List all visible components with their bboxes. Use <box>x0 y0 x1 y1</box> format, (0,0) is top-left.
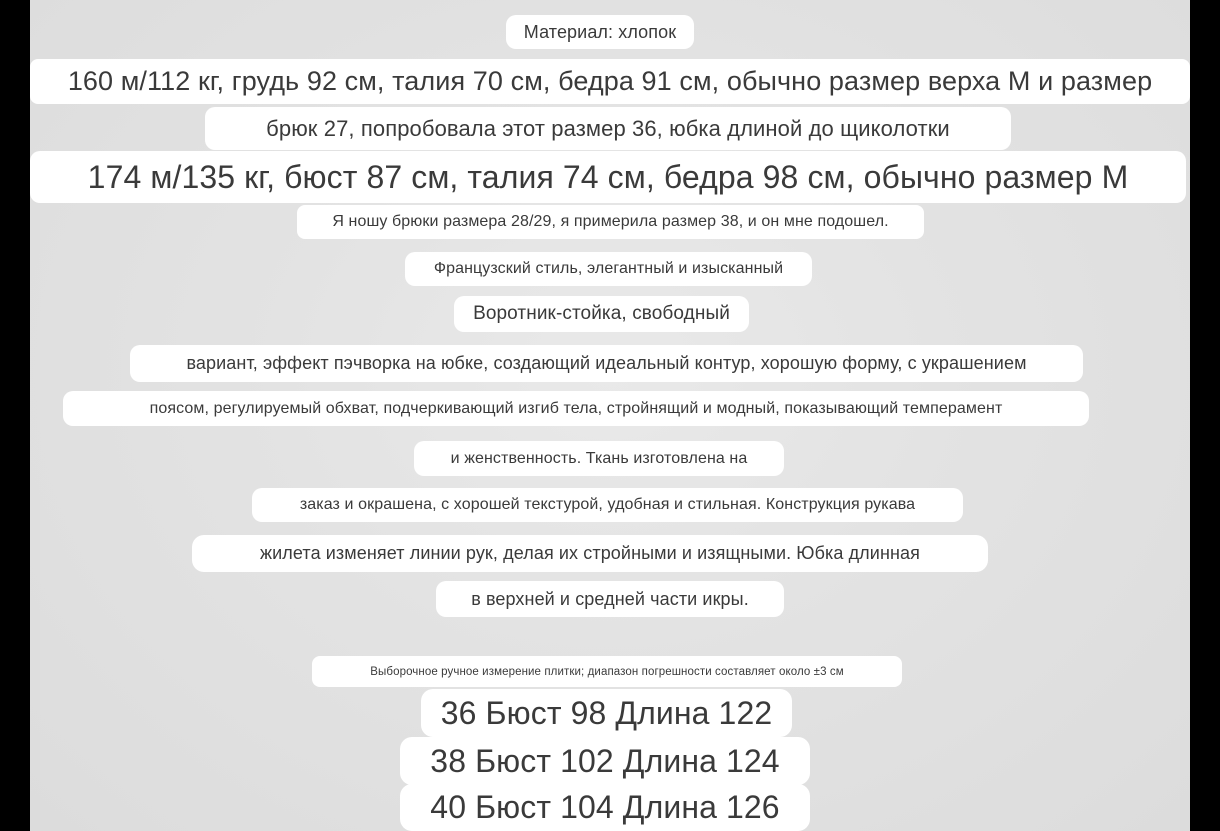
style-label: Французский стиль, элегантный и изысканный <box>405 252 812 286</box>
collar-label: Воротник-стойка, свободный <box>454 296 749 332</box>
description-line-6: в верхней и средней части икры. <box>436 581 784 617</box>
description-line-5: жилета изменяет линии рук, делая их стройными и изящными. Юбка длинная <box>192 535 988 572</box>
description-line-4: заказ и окрашена, с хорошей текстурой, удобная и стильная. Конструкция рукава <box>252 488 963 522</box>
model-1-measurements-line-2: брюк 27, попробовала этот размер 36, юбка длиной до щиколотки <box>205 107 1011 150</box>
material-label: Материал: хлопок <box>506 15 694 49</box>
description-line-1: вариант, эффект пэчворка на юбке, создающий идеальный контур, хорошую форму, с украшением <box>130 345 1083 382</box>
model-1-measurements-line-1: 160 м/112 кг, грудь 92 см, талия 70 см, бедра 91 см, обычно размер верха M и размер <box>30 59 1190 104</box>
size-row-36: 36 Бюст 98 Длина 122 <box>421 689 792 737</box>
size-row-40: 40 Бюст 104 Длина 126 <box>400 784 810 831</box>
size-row-38: 38 Бюст 102 Длина 124 <box>400 737 810 785</box>
model-2-measurements-line-2: Я ношу брюки размера 28/29, я примерила размер 38, и он мне подошел. <box>297 205 924 239</box>
description-line-3: и женственность. Ткань изготовлена на <box>414 441 784 476</box>
measurement-note: Выборочное ручное измерение плитки; диапазон погрешности составляет около ±3 см <box>312 656 902 687</box>
model-2-measurements-line-1: 174 м/135 кг, бюст 87 см, талия 74 см, бедра 98 см, обычно размер M <box>30 151 1186 203</box>
description-line-2: поясом, регулируемый обхват, подчеркивающий изгиб тела, стройнящий и модный, показывающий темперамент <box>63 391 1089 426</box>
